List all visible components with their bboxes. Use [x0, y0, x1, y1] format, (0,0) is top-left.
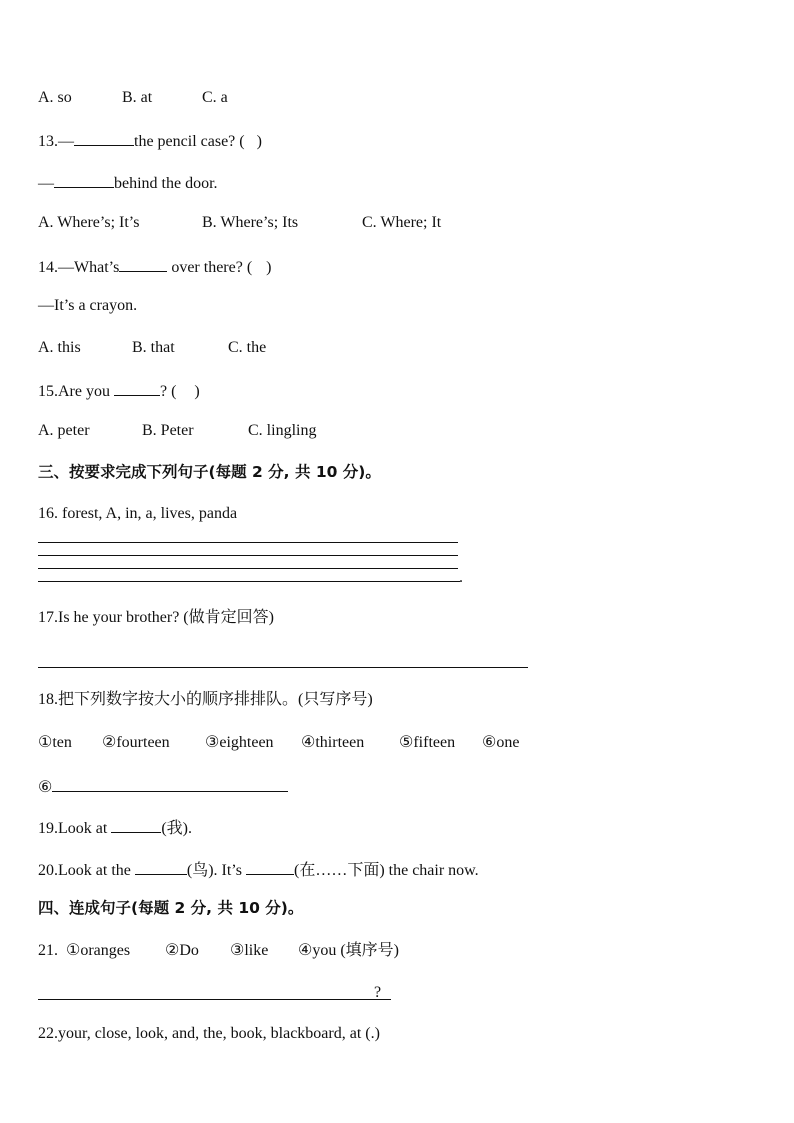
- q12-option-c: C. a: [202, 89, 228, 106]
- q20-number: 20.: [38, 862, 58, 879]
- q13-option-a: A. Where’s; It’s: [38, 214, 140, 231]
- q18-text: 把下列数字按大小的顺序排排队。(只写序号): [58, 691, 373, 708]
- q16-writing-line-1[interactable]: [38, 542, 458, 543]
- q13-answer-blank[interactable]: [74, 129, 134, 146]
- q18-item-eighteen: ③eighteen: [205, 734, 274, 751]
- section-4-heading: 四、连成句子(每题 2 分, 共 10 分)。: [38, 899, 304, 917]
- q13-dash: —: [58, 133, 74, 150]
- q18-question: [38, 690, 373, 710]
- q13-line2-dash: —: [38, 175, 54, 192]
- q12-option-b: B. at: [122, 89, 153, 106]
- q13-line2-text: behind the door.: [114, 175, 218, 192]
- q21-item-oranges: ①oranges: [66, 942, 131, 959]
- q18-item-fourteen: ②fourteen: [102, 734, 170, 751]
- q20-post: (在……下面) the chair now.: [293, 862, 479, 879]
- q16-writing-line-4[interactable]: [38, 581, 460, 582]
- q17-text: Is he your brother? (做肯定回答): [58, 609, 274, 626]
- q18-item-thirteen: ④thirteen: [301, 734, 365, 751]
- q13-question: [38, 129, 262, 152]
- q14-question: [38, 255, 272, 278]
- q16-text: forest, A, in, a, lives, panda: [58, 505, 238, 522]
- q13-number: 13.: [38, 133, 58, 150]
- q18-answer-blank[interactable]: [52, 775, 288, 792]
- q20-question: [38, 858, 479, 881]
- q17-answer-line[interactable]: [38, 667, 528, 668]
- q21-item-like: ③like: [230, 942, 269, 959]
- q16-number: 16.: [38, 505, 58, 522]
- q13-paren-close: ): [256, 133, 262, 150]
- q15-pre: Are you: [58, 383, 114, 400]
- q14-option-a: A. this: [38, 339, 81, 356]
- q21-item-do: ②Do: [165, 942, 199, 959]
- q15-number: 15.: [38, 383, 58, 400]
- q14-option-b: B. that: [132, 339, 175, 356]
- q14-number: 14.: [38, 259, 58, 276]
- q19-number: 19.: [38, 820, 58, 837]
- q15-option-c: C. lingling: [248, 422, 317, 439]
- q15-option-b: B. Peter: [142, 422, 194, 439]
- q16-end-dot: .: [459, 569, 463, 586]
- q19-question: [38, 816, 192, 839]
- q20-answer-blank-2[interactable]: [246, 858, 294, 875]
- q14-line2: —It’s a crayon.: [38, 297, 138, 314]
- q16-writing-line-2[interactable]: [38, 555, 458, 556]
- q19-pre: Look at: [58, 820, 112, 837]
- q17-question: [38, 608, 274, 628]
- q15-post: ? (: [159, 383, 177, 400]
- q21-answer-line[interactable]: [38, 999, 391, 1000]
- q13-option-b: B. Where’s; Its: [202, 214, 299, 231]
- q14-answer-blank[interactable]: [119, 255, 167, 272]
- q21-item-you: ④you (填序号): [298, 942, 400, 959]
- q22-text: your, close, look, and, the, book, blackboard, at (.): [58, 1025, 380, 1042]
- q13-text: the pencil case? (: [134, 133, 245, 150]
- q20-answer-blank-1[interactable]: [135, 858, 187, 875]
- q14-option-c: C. the: [228, 339, 267, 356]
- q12-option-a: A. so: [38, 89, 72, 106]
- q19-answer-blank[interactable]: [111, 816, 161, 833]
- q16-writing-line-3[interactable]: [38, 568, 458, 569]
- q20-pre: Look at the: [58, 862, 135, 879]
- section-3-heading: 三、按要求完成下列句子(每题 2 分, 共 10 分)。: [38, 463, 381, 481]
- q19-post: (我).: [161, 820, 192, 837]
- q18-item-fifteen: ⑤fifteen: [399, 734, 456, 751]
- q18-answer-row: [38, 775, 288, 798]
- q22-number: 22.: [38, 1025, 58, 1042]
- q16-question: [38, 504, 237, 524]
- q17-number: 17.: [38, 609, 58, 626]
- q15-option-a: A. peter: [38, 422, 90, 439]
- q14-dash: —: [58, 259, 74, 276]
- q13-line2: [38, 171, 218, 194]
- q18-item-ten: ①ten: [38, 734, 72, 751]
- q13-option-c: C. Where; It: [362, 214, 442, 231]
- q15-answer-blank[interactable]: [114, 379, 160, 396]
- q21-number: 21.: [38, 942, 58, 959]
- q14-paren-close: ): [266, 259, 272, 276]
- q18-answer-prefix: ⑥: [38, 779, 53, 796]
- q18-number: 18.: [38, 691, 58, 708]
- q13-line2-blank[interactable]: [54, 171, 114, 188]
- q15-paren-close: ): [194, 383, 200, 400]
- q21-question-mark: ?: [374, 984, 382, 1001]
- q14-post: over there? (: [167, 259, 253, 276]
- q22-question: [38, 1024, 380, 1044]
- q14-pre: What’s: [74, 259, 120, 276]
- q20-mid: (鸟). It’s: [186, 862, 246, 879]
- q18-item-one: ⑥one: [482, 734, 520, 751]
- q15-question: [38, 379, 200, 402]
